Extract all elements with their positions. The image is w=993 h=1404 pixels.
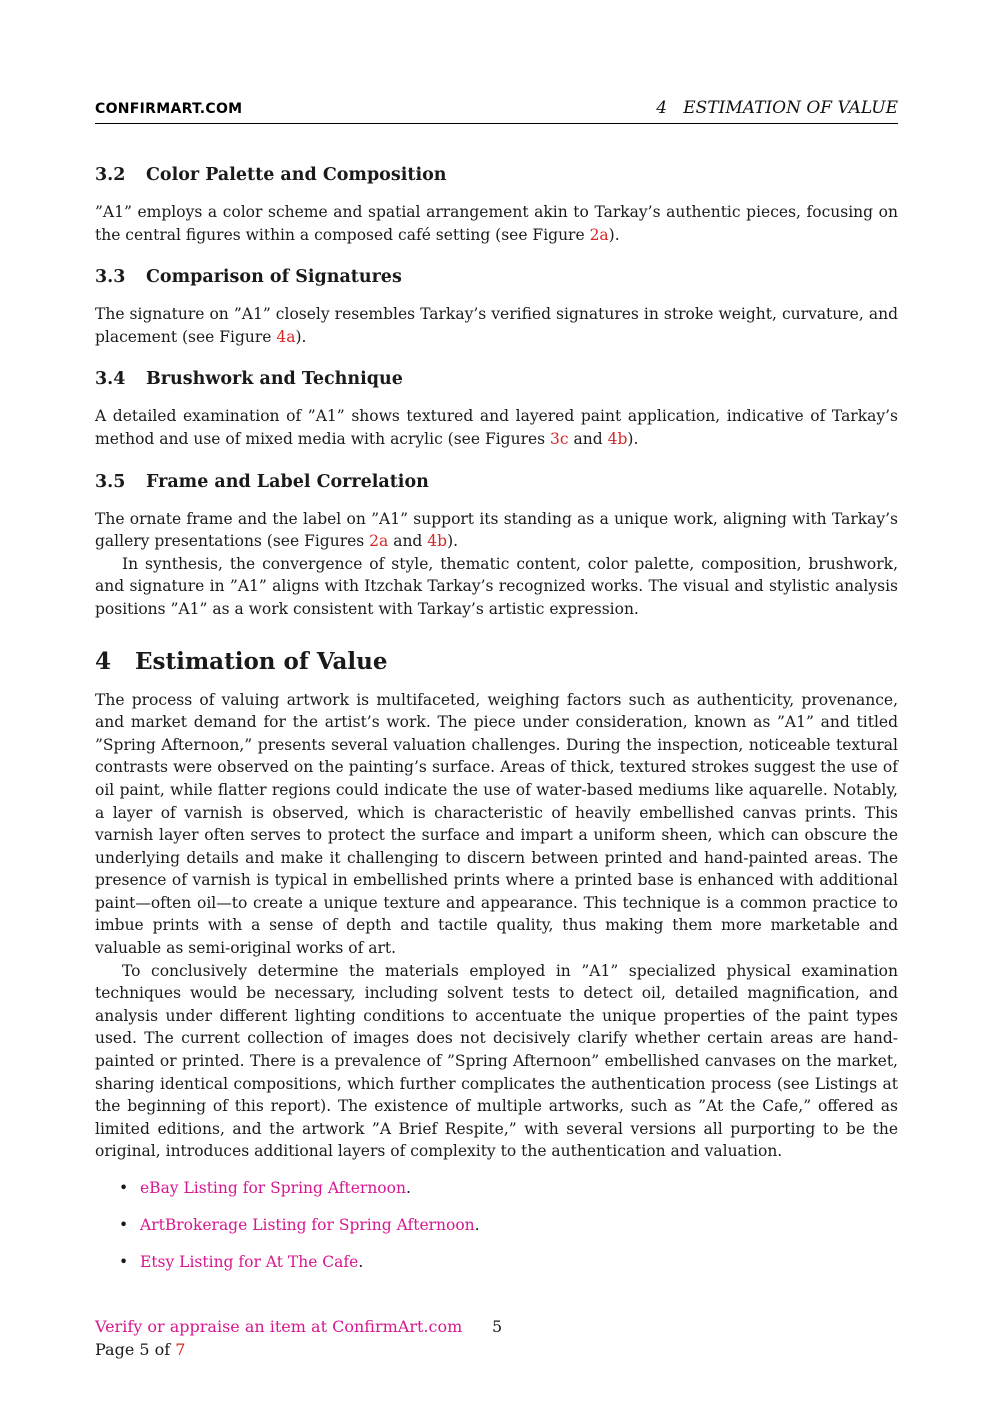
section-3-2 <box>95 160 898 246</box>
bullet-icon: • <box>119 1253 129 1271</box>
paragraph-text: ). <box>447 532 459 551</box>
confirmart-footer-link[interactable]: Verify or appraise an item at ConfirmArt.com <box>95 1317 463 1336</box>
section-heading <box>95 364 898 394</box>
footer-line-2 <box>95 1338 898 1361</box>
footer-line-1 <box>95 1315 898 1338</box>
page-header <box>95 97 898 124</box>
section-title: Comparison of Signatures <box>146 267 402 288</box>
list-item-suffix: . <box>358 1253 364 1271</box>
page-footer <box>95 1315 898 1361</box>
list-item <box>95 1214 898 1236</box>
paragraph-text: and <box>388 532 428 551</box>
section-paragraph <box>95 508 898 553</box>
section-heading <box>95 467 898 497</box>
section-title: Brushwork and Technique <box>146 369 403 390</box>
etsy-listing-link[interactable]: Etsy Listing for At The Cafe <box>140 1253 359 1271</box>
section-heading <box>95 160 898 190</box>
paragraph-text: ). <box>295 327 307 346</box>
section-paragraph <box>95 405 898 450</box>
figure-ref-link[interactable]: 2a <box>589 225 609 244</box>
list-item <box>95 1251 898 1273</box>
figure-ref-link[interactable]: 4b <box>427 532 448 551</box>
section-3-5 <box>95 467 898 621</box>
page-number: 5 <box>492 1317 503 1336</box>
list-item-suffix: . <box>474 1216 480 1234</box>
artbrokerage-listing-link[interactable]: ArtBrokerage Listing for Spring Afternoon <box>140 1216 475 1234</box>
paragraph-text: The ornate frame and the label on ”A1” support its standing as a unique work, aligning with Tarkay’s gallery presentations (see Figures <box>95 509 898 551</box>
section-paragraph <box>95 303 898 348</box>
list-item-suffix: . <box>405 1179 411 1197</box>
section-number: 3.4 <box>95 369 126 390</box>
section-4-heading <box>95 647 898 677</box>
section-3-4 <box>95 364 898 450</box>
page-of-label: Page 5 of <box>95 1340 176 1359</box>
section-3-3 <box>95 262 898 348</box>
section-title: Frame and Label Correlation <box>146 471 429 492</box>
section-number: 3.3 <box>95 267 126 288</box>
paragraph-text: The signature on ”A1” closely resembles Tarkay’s verified signatures in stroke weight, curvature, and placement (see Figure <box>95 305 898 346</box>
page-content <box>95 160 898 1288</box>
bullet-icon: • <box>119 1179 129 1197</box>
paragraph-text: A detailed examination of ”A1” shows textured and layered paint application, indicative of Tarkay’s method and use of mixed media with acrylic (see Figures <box>95 407 898 448</box>
figure-ref-link[interactable]: 2a <box>369 532 389 551</box>
running-title: 4 ESTIMATION OF VALUE <box>656 98 898 118</box>
valuation-paragraph-1: The process of valuing artwork is multifaceted, weighing factors such as authenticity, provenance, and market demand for the artist’s work. The piece under consideration, known as ”A1” and titled ”Spring Afternoon,” presents several valuation challenges. During the inspection, noticeable textural contrasts were observed on the painting’s surface. Areas of thick, textured strokes suggest the use of oil paint, while flatter regions could indicate the use of water-based mediums like aquarelle. Notably, a layer of varnish is observed, which is characteristic of heavily embellished canvas prints. This varnish layer often serves to protect the surface and impart a uniform sheen, which can obscure the underlying details and make it challenging to discern between printed and hand-painted areas. The presence of varnish is typical in embellished prints where a printed base is enhanced with additional paint—often oil—to create a unique texture and appearance. This technique is a common practice to imbue prints with a sense of depth and tactile quality, thus making them more marketable and valuable as semi-original works of art. <box>95 690 898 958</box>
confirmart-logo: CONFIRMART.COM <box>95 101 243 117</box>
section-heading <box>95 262 898 292</box>
paragraph-text: ”A1” employs a color scheme and spatial arrangement akin to Tarkay’s authentic pieces, focusing on the central figures within a composed café setting (see Figure <box>95 203 898 244</box>
valuation-paragraph-2: To conclusively determine the materials employed in ”A1” specialized physical examination techniques would be necessary, including solvent tests to detect oil, detailed magnification, and analysis under different lighting conditions to accentuate the unique properties of the paint types used. The current collection of images does not decisively clarify whether certain areas are hand-painted or printed. There is a prevalence of ”Spring Afternoon” embellished canvases on the market, sharing identical compositions, which further complicates the authentication process (see Listings at the beginning of this report). The existence of multiple artworks, such as ”At the Cafe,” offered as limited editions, and the artwork ”A Brief Respite,” with several versions all purporting to be the original, introduces additional layers of complexity to the authentication and valuation. <box>95 961 898 1161</box>
listings-list <box>95 1177 898 1273</box>
bullet-icon: • <box>119 1216 129 1234</box>
figure-ref-link[interactable]: 4b <box>607 429 628 448</box>
section-number: 3.2 <box>95 165 126 185</box>
section-paragraph <box>95 201 898 246</box>
total-pages-link[interactable]: 7 <box>175 1340 186 1359</box>
paragraph-text: and <box>568 429 608 448</box>
synthesis-paragraph: In synthesis, the convergence of style, thematic content, color palette, composition, brushwork, and signature in ”A1” aligns with Itzchak Tarkay’s recognized works. The visual and stylistic analysis positions ”A1” as a work consistent with Tarkay’s artistic expression. <box>95 554 898 618</box>
section-title: Estimation of Value <box>135 647 388 675</box>
list-item <box>95 1177 898 1199</box>
figure-ref-link[interactable]: 4a <box>276 327 296 346</box>
ebay-listing-link[interactable]: eBay Listing for Spring Afternoon <box>140 1179 406 1197</box>
section-number: 4 <box>95 647 112 675</box>
paragraph-text: ). <box>627 429 639 448</box>
figure-ref-link[interactable]: 3c <box>550 429 569 448</box>
section-title: Color Palette and Composition <box>146 165 447 185</box>
section-number: 3.5 <box>95 471 126 492</box>
paragraph-text: ). <box>608 225 620 244</box>
